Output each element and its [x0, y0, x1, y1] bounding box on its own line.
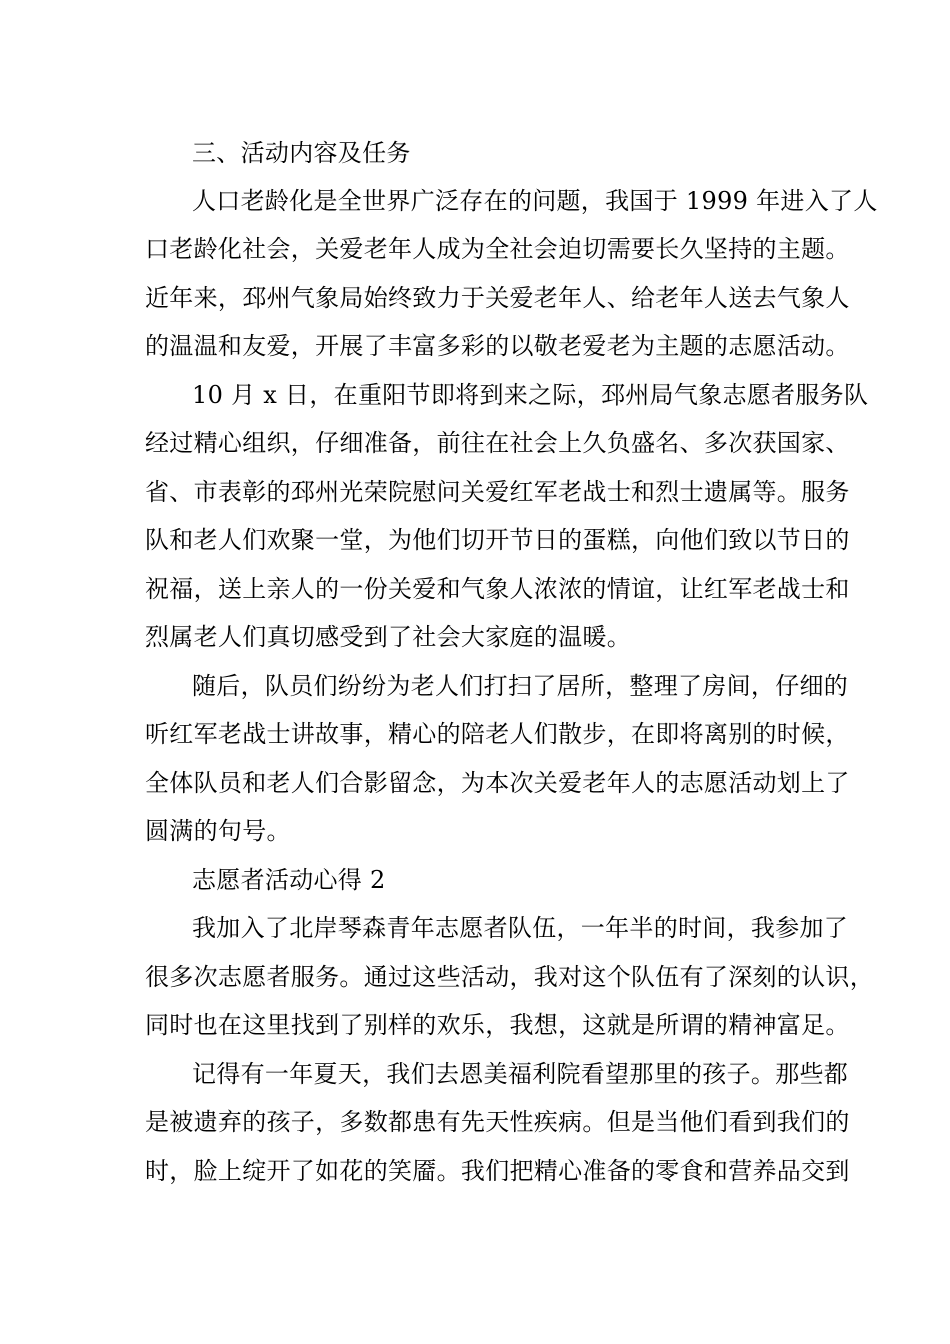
- section-heading: 志愿者活动心得 2: [192, 866, 386, 894]
- paragraph-line: 时，脸上绽开了如花的笑靥。我们把精心准备的零食和营养品交到: [145, 1157, 850, 1185]
- paragraph-line: 口老龄化社会，关爱老年人成为全社会迫切需要长久坚持的主题。: [145, 235, 850, 263]
- paragraph-line: 圆满的句号。: [145, 817, 291, 845]
- paragraph-line: 近年来，邳州气象局始终致力于关爱老年人、给老年人送去气象人: [145, 284, 850, 312]
- paragraph-line: 省、市表彰的邳州光荣院慰问关爱红军老战士和烈士遗属等。服务: [145, 478, 850, 506]
- paragraph-line: 很多次志愿者服务。通过这些活动，我对这个队伍有了深刻的认识，: [145, 963, 874, 991]
- paragraph-line: 队和老人们欢聚一堂，为他们切开节日的蛋糕，向他们致以节日的: [145, 526, 850, 554]
- paragraph-line: 同时也在这里找到了别样的欢乐，我想，这就是所谓的精神富足。: [145, 1011, 850, 1039]
- paragraph-line: 我加入了北岸琴森青年志愿者队伍，一年半的时间，我参加了: [192, 914, 849, 942]
- paragraph-line: 烈属老人们真切感受到了社会大家庭的温暖。: [145, 623, 631, 651]
- paragraph-line: 记得有一年夏天，我们去恩美福利院看望那里的孩子。那些都: [192, 1060, 849, 1088]
- paragraph-line: 祝福，送上亲人的一份关爱和气象人浓浓的情谊，让红军老战士和: [145, 575, 850, 603]
- paragraph-line: 全体队员和老人们合影留念，为本次关爱老年人的志愿活动划上了: [145, 769, 850, 797]
- paragraph-line: 人口老龄化是全世界广泛存在的问题，我国于 1999 年进入了人: [192, 187, 878, 215]
- paragraph-line: 听红军老战士讲故事，精心的陪老人们散步，在即将离别的时候，: [145, 720, 850, 748]
- paragraph-line: 10 月 x 日，在重阳节即将到来之际，邳州局气象志愿者服务队: [192, 381, 869, 409]
- paragraph-line: 的温温和友爱，开展了丰富多彩的以敬老爱老为主题的志愿活动。: [145, 332, 850, 360]
- paragraph-line: 随后，队员们纷纷为老人们打扫了居所，整理了房间，仔细的: [192, 672, 849, 700]
- section-heading: 三、活动内容及任务: [192, 139, 411, 167]
- paragraph-line: 经过精心组织，仔细准备，前往在社会上久负盛名、多次获国家、: [145, 429, 850, 457]
- paragraph-line: 是被遗弃的孩子，多数都患有先天性疾病。但是当他们看到我们的: [145, 1108, 850, 1136]
